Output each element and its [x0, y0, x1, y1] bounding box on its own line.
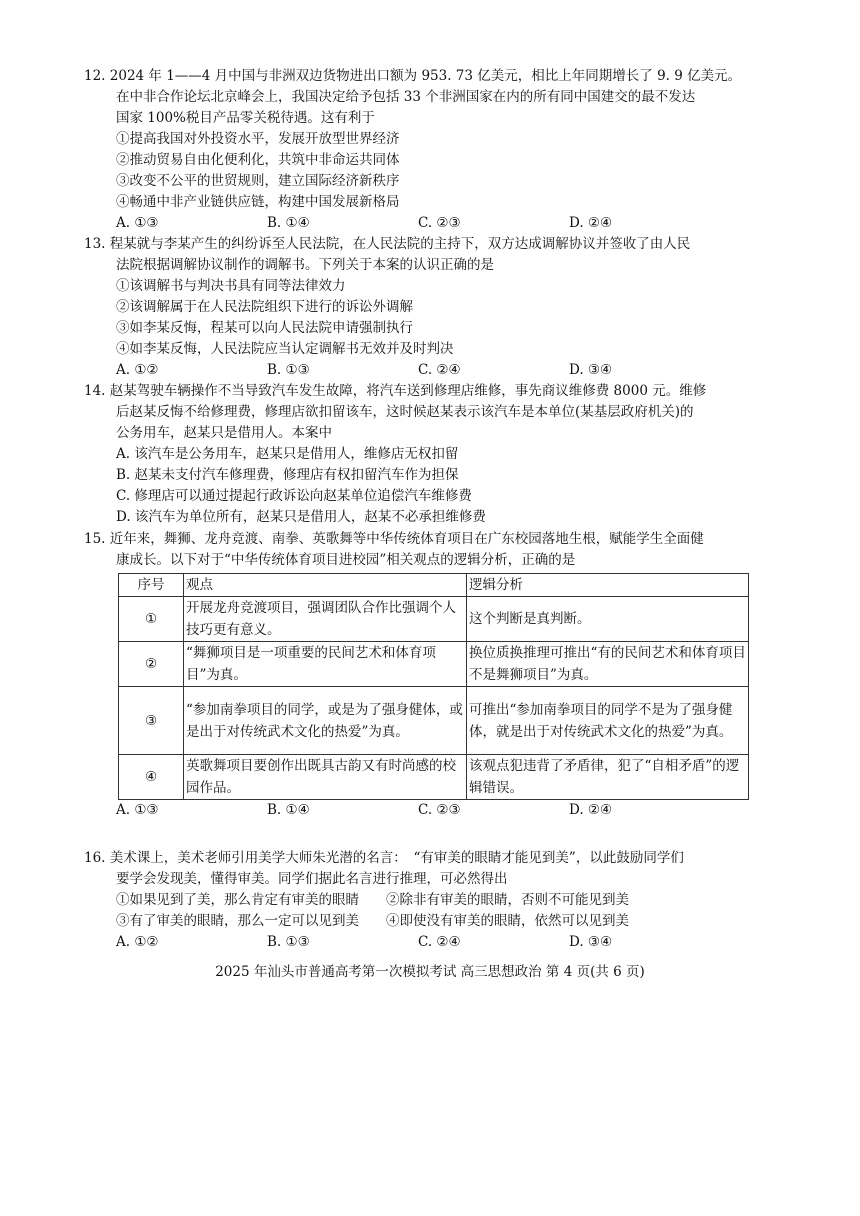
question-12-statement-4: ④畅通中非产业链供应链，构建中国发展新格局: [116, 194, 400, 210]
option-a[interactable]: A. ①②: [116, 934, 159, 950]
question-12-options: [86, 213, 786, 234]
row-analysis: 可推出“参加南拳项目的同学不是为了强身健体，就是出于对传统武术文化的热爱”为真。: [467, 687, 749, 755]
row-viewpoint: “舞狮项目是一项重要的民间艺术和体育项目”为真。: [184, 642, 467, 687]
table-row: [119, 687, 749, 755]
question-12-stem-line-2: 在中非合作论坛北京峰会上，我国决定给予包括 33 个非洲国家在内的所有同中国建交的最不发达: [116, 89, 696, 105]
question-12-statement-1: ①提高我国对外投资水平，发展开放型世界经济: [116, 131, 400, 147]
row-analysis: 换位质换推理可推出“有的民间艺术和体育项目不是舞狮项目”为真。: [467, 642, 749, 687]
option-b[interactable]: B. ①④: [267, 215, 310, 231]
option-d[interactable]: D. 该汽车为单位所有，赵某只是借用人，赵某不必承担维修费: [116, 509, 486, 525]
table-header-viewpoint: 观点: [184, 574, 467, 597]
option-d[interactable]: D. ②④: [569, 802, 613, 818]
row-viewpoint: 英歌舞项目要创作出既具古韵又有时尚感的校园作品。: [184, 755, 467, 800]
table-header-number: 序号: [119, 574, 184, 597]
question-12-statement-2: ②推动贸易自由化便利化，共筑中非命运共同体: [116, 152, 400, 168]
page-footer: 2025 年汕头市普通高考第一次模拟考试 高三思想政治 第 4 页(共 6 页): [215, 964, 645, 980]
table-row: [119, 755, 749, 800]
question-16-statements-3-4: ③有了审美的眼睛，那么一定可以见到美 ④即使没有审美的眼睛，依然可以见到美: [116, 913, 629, 929]
table-row: [119, 642, 749, 687]
option-a[interactable]: A. ①②: [116, 362, 159, 378]
question-16-stem-line-2: 要学会发现美，懂得审美。同学们据此名言进行推理，可必然得出: [116, 871, 508, 887]
question-14: [86, 381, 786, 528]
option-d[interactable]: D. ③④: [569, 934, 613, 950]
row-analysis: 这个判断是真判断。: [467, 597, 749, 642]
question-15-stem-line-1: 15. 近年来，舞狮、龙舟竞渡、南拳、英歌舞等中华传统体育项目在广东校园落地生根，赋能学生全面健: [84, 531, 704, 547]
option-a[interactable]: A. 该汽车是公务用车，赵某只是借用人，维修店无权扣留: [116, 446, 459, 462]
option-b[interactable]: B. ①③: [267, 362, 310, 378]
question-14-stem-line-1: 14. 赵某驾驶车辆操作不当导致汽车发生故障，将汽车送到修理店维修，事先商议维修费 8000 元。维修: [84, 383, 707, 399]
question-13-stem-line-1: 13. 程某就与李某产生的纠纷诉至人民法院，在人民法院的主持下，双方达成调解协议并签收了由人民: [84, 236, 691, 252]
option-b[interactable]: B. ①④: [267, 802, 310, 818]
question-13-options: [86, 360, 786, 381]
row-analysis: 该观点犯违背了矛盾律，犯了“自相矛盾”的逻辑错误。: [467, 755, 749, 800]
option-d[interactable]: D. ③④: [569, 362, 613, 378]
option-a[interactable]: A. ①③: [116, 215, 159, 231]
question-15: [86, 529, 786, 821]
question-13-statement-1: ①该调解书与判决书具有同等法律效力: [116, 278, 346, 294]
table-header-row: [119, 574, 749, 597]
question-15-stem-line-2: 康成长。以下对于“中华传统体育项目进校园”相关观点的逻辑分析，正确的是: [116, 552, 576, 568]
logic-analysis-table: [118, 573, 749, 800]
option-c[interactable]: C. ②④: [418, 934, 461, 950]
option-d[interactable]: D. ②④: [569, 215, 613, 231]
question-12-stem-line-1: 12. 2024 年 1——4 月中国与非洲双边货物进出口额为 953. 73 亿美元，相比上年同期增长了 9. 9 亿美元。: [84, 68, 742, 84]
question-14-stem-line-2: 后赵某反悔不给修理费，修理店欲扣留该车，这时候赵某表示该汽车是本单位(某基层政府机关)的: [116, 404, 694, 420]
question-14-stem-line-3: 公务用车，赵某只是借用人。本案中: [116, 425, 332, 441]
table-header-analysis: 逻辑分析: [467, 574, 749, 597]
question-13-statement-2: ②该调解属于在人民法院组织下进行的诉讼外调解: [116, 299, 413, 315]
question-16: [86, 848, 786, 953]
option-a[interactable]: A. ①③: [116, 802, 159, 818]
option-b[interactable]: B. ①③: [267, 934, 310, 950]
question-16-statements-1-2: ①如果见到了美，那么肯定有审美的眼睛 ②除非有审美的眼睛，否则不可能见到美: [116, 892, 629, 908]
question-13: [86, 234, 786, 381]
table-row: [119, 597, 749, 642]
question-15-options: [86, 800, 786, 821]
row-number: ④: [119, 755, 184, 800]
row-number: ①: [119, 597, 184, 642]
question-13-statement-3: ③如李某反悔，程某可以向人民法院申请强制执行: [116, 320, 413, 336]
question-16-options: [86, 932, 786, 953]
question-13-stem-line-2: 法院根据调解协议制作的调解书。下列关于本案的认识正确的是: [116, 257, 494, 273]
row-viewpoint: “参加南拳项目的同学，或是为了强身健体，或是出于对传统武术文化的热爱”为真。: [184, 687, 467, 755]
row-number: ②: [119, 642, 184, 687]
option-c[interactable]: C. ②③: [418, 802, 461, 818]
option-c[interactable]: C. 修理店可以通过提起行政诉讼向赵某单位追偿汽车维修费: [116, 488, 472, 504]
question-16-stem-line-1: 16. 美术课上，美术老师引用美学大师朱光潜的名言： “有审美的眼睛才能见到美”，以此鼓励同学们: [84, 850, 684, 866]
option-c[interactable]: C. ②③: [418, 215, 461, 231]
row-viewpoint: 开展龙舟竞渡项目，强调团队合作比强调个人技巧更有意义。: [184, 597, 467, 642]
option-c[interactable]: C. ②④: [418, 362, 461, 378]
question-12-statement-3: ③改变不公平的世贸规则，建立国际经济新秩序: [116, 173, 400, 189]
question-12: [86, 66, 786, 234]
option-b[interactable]: B. 赵某未支付汽车修理费，修理店有权扣留汽车作为担保: [116, 467, 459, 483]
question-12-stem-line-3: 国家 100%税目产品零关税待遇。这有利于: [116, 110, 375, 126]
row-number: ③: [119, 687, 184, 755]
question-13-statement-4: ④如李某反悔，人民法院应当认定调解书无效并及时判决: [116, 341, 454, 357]
